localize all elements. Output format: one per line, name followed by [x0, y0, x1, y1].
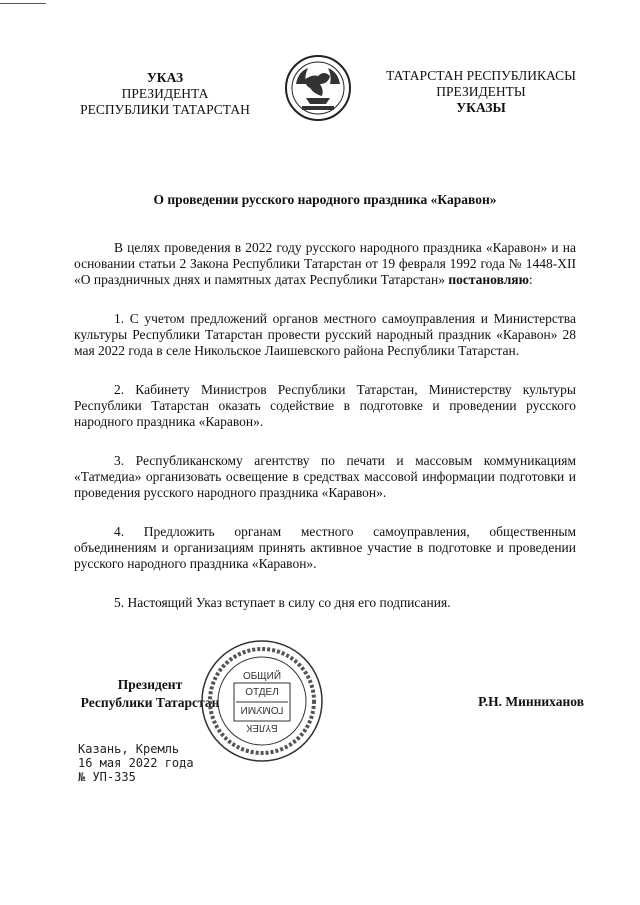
decree-item-3: 3. Республиканскому агентству по печати и массовым коммуникациям «Татмедиа» организовать освещение в средствах массовой информации подготовки и проведения русского народного праздника «Каравон».	[74, 453, 576, 500]
header-right-line1: ТАТАРСТАН РЕСПУБЛИКАСЫ	[386, 68, 576, 83]
header-right-line3: УКАЗЫ	[456, 100, 506, 115]
header-right	[358, 68, 604, 116]
place-date: 16 мая 2022 года	[78, 756, 194, 770]
decree-item-2: 2. Кабинету Министров Республики Татарстан, Министерству культуры Республики Татарстан оказать содействие в подготовке и проведении русского народного праздника «Каравон».	[74, 382, 576, 429]
tatarstan-emblem-icon	[284, 54, 352, 122]
signatory-name: Р.Н. Минниханов	[478, 694, 584, 709]
header-left-line1: УКАЗ	[146, 70, 184, 85]
document-title: О проведении русского народного праздника «Каравон»	[153, 192, 497, 207]
stamp-line1: ОБЩИЙ	[242, 671, 282, 682]
stamp-line4: БҮЛЕК	[246, 722, 278, 733]
preamble-text: В целях проведения в 2022 году русского народного праздника «Каравон» и на основании статьи 2 Закона Республики Татарстан от 19 февраля 1992 года № 1448-XII «О праздничных днях и памятных датах Республики Татарстан»	[74, 240, 576, 287]
header-left	[60, 70, 270, 118]
preamble	[74, 240, 576, 288]
place-number: № УП-335	[78, 770, 136, 784]
place-and-date	[78, 742, 258, 784]
signatory-title-line1: Президент	[117, 677, 183, 692]
preamble-end: :	[528, 272, 533, 287]
decree-item-5: 5. Настоящий Указ вступает в силу со дня его подписания.	[114, 595, 451, 610]
place-city: Казань, Кремль	[78, 742, 180, 756]
header-left-line3: РЕСПУБЛИКИ ТАТАРСТАН	[80, 102, 250, 117]
top-rule	[0, 3, 46, 4]
header-left-line2: ПРЕЗИДЕНТА	[121, 86, 209, 101]
header-right-line2: ПРЕЗИДЕНТЫ	[436, 84, 526, 99]
stamp-line2: ОТДЕЛ	[245, 687, 279, 698]
decree-item-1: 1. С учетом предложений органов местного самоуправления и Министерства культуры Республики Татарстан провести русский народный праздник «Каравон» 28 мая 2022 года в селе Никольское Лаишевского района Республики Татарстан.	[74, 311, 576, 358]
stamp-line3: ГОМУМИ	[240, 704, 284, 715]
decree-item-4: 4. Предложить органам местного самоуправления, общественным объединениям и организациям принять активное участие в подготовке и проведении русского народного праздника «Каравон».	[74, 524, 576, 571]
decree-body	[74, 240, 576, 631]
signatory-title-line2: Республики Татарстан	[80, 695, 220, 710]
preamble-bold: постановляю	[448, 272, 529, 287]
